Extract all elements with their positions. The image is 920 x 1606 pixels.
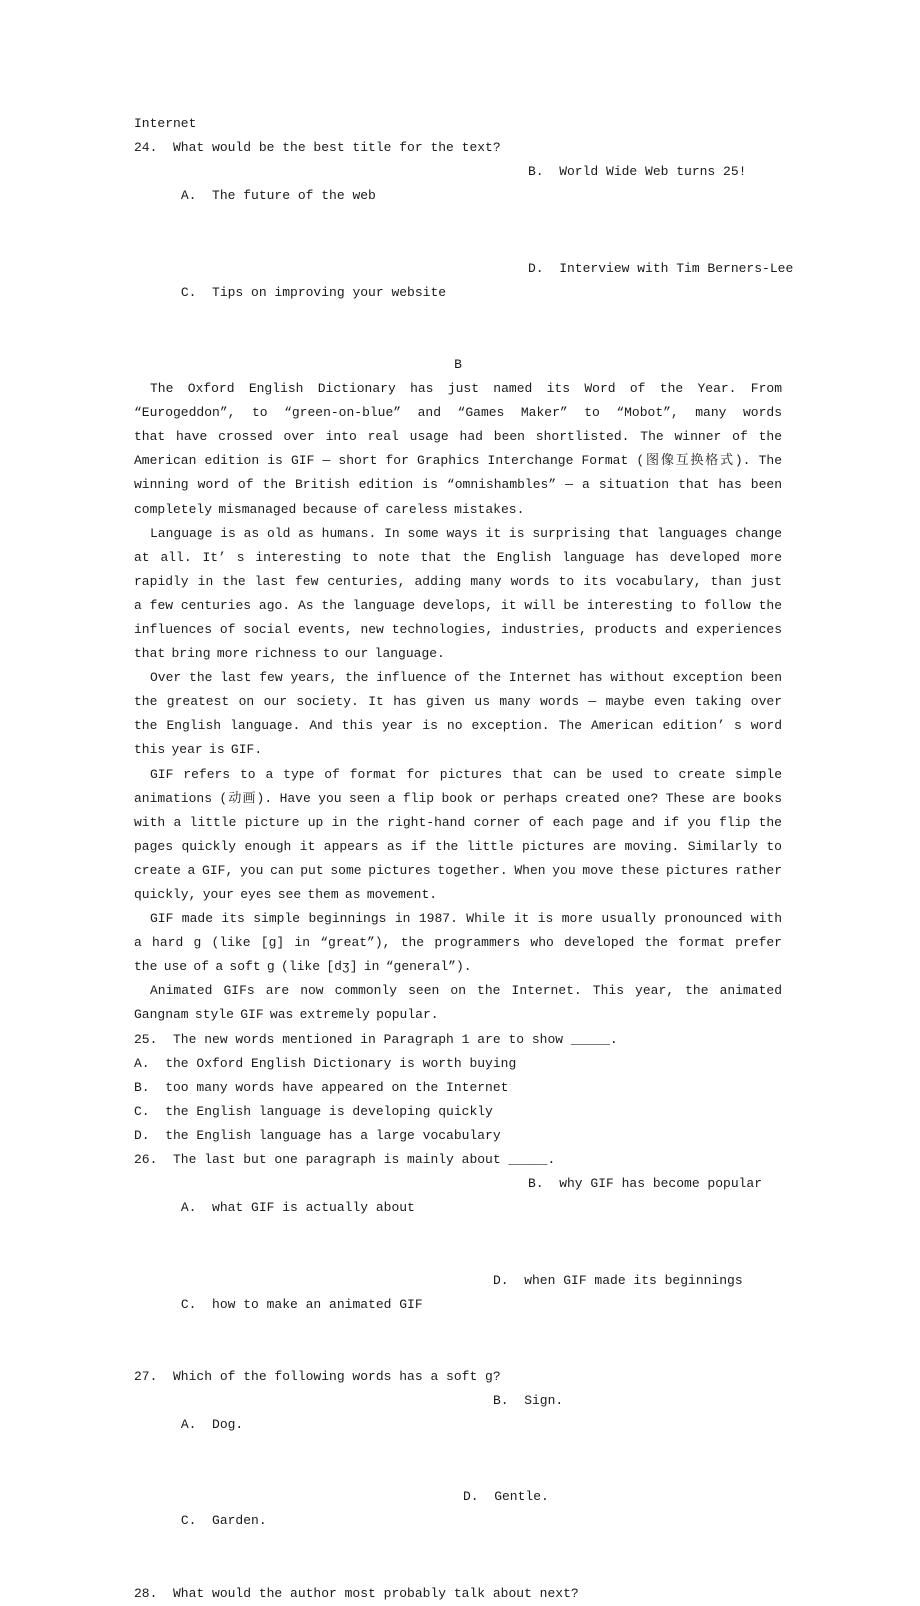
passage-line: pages quickly enough it appears as if the little pictures are moving. Similarly to bbox=[134, 838, 782, 854]
passage-paragraph-4 bbox=[134, 763, 782, 908]
question-25-option: A. the Oxford English Dictionary is worth buying bbox=[134, 1055, 517, 1071]
passage-line: a hard g (like [g] in “great”), the programmers who developed the format prefer bbox=[134, 935, 782, 951]
passage-line: Over the last few years, the influence of the Internet has without exception been bbox=[150, 670, 782, 686]
passage-line: GIF made its simple beginnings in 1987. While it is more usually pronounced with bbox=[150, 911, 782, 927]
passage-line: American edition is GIF — short for Graphics Interchange Format (图像互换格式). The bbox=[134, 453, 782, 469]
question-26-stem: 26. The last but one paragraph is mainly about _____. bbox=[134, 1152, 556, 1168]
passage-line: a few centuries ago. As the language develops, it will be interesting to follow the bbox=[134, 597, 782, 613]
question-26-option-a: A. what GIF is actually about bbox=[180, 1200, 415, 1216]
question-27-option-d: D. Gentle. bbox=[463, 1489, 549, 1505]
question-25-option: C. the English language is developing quickly bbox=[134, 1103, 493, 1119]
passage-line: that have crossed over into real usage had been shortlisted. The winner of the bbox=[134, 429, 782, 445]
passage-line: “Eurogeddon”, to “green-on-blue” and “Games Maker” to “Mobot”, many words bbox=[134, 405, 782, 421]
question-24-option-d: D. Interview with Tim Berners-Lee bbox=[528, 260, 794, 276]
passage-line: The Oxford English Dictionary has just named its Word of the Year. From bbox=[150, 381, 782, 397]
passage-line: this year is GIF. bbox=[134, 742, 263, 758]
question-25-option: B. too many words have appeared on the Internet bbox=[134, 1079, 509, 1095]
question-24-stem: 24. What would be the best title for the text? bbox=[134, 140, 501, 156]
passage-line: that bring more richness to our language. bbox=[134, 646, 445, 662]
passage-paragraph-2 bbox=[134, 522, 782, 667]
question-24-options-row-2 bbox=[134, 257, 794, 353]
question-26-option-c: C. how to make an animated GIF bbox=[180, 1296, 423, 1312]
passage-continuation-line: Internet bbox=[134, 116, 197, 131]
passage-line: rapidly in the last few centuries, adding many words to its vocabulary, than just bbox=[134, 573, 782, 589]
question-27-option-a: A. Dog. bbox=[180, 1417, 244, 1433]
question-27-options-row-1 bbox=[134, 1389, 782, 1485]
question-27-options-row-2 bbox=[134, 1485, 782, 1581]
passage-line: influences of social events, new technologies, industries, products and experiences bbox=[134, 621, 782, 637]
passage-line: create a GIF, you can put some pictures together. When you move these pictures rather bbox=[134, 862, 782, 878]
passage-line: GIF refers to a type of format for pictures that can be used to create simple bbox=[150, 766, 782, 782]
question-28-stem: 28. What would the author most probably talk about next? bbox=[134, 1585, 579, 1601]
passage-line: completely mismanaged because of careless mistakes. bbox=[134, 501, 525, 517]
passage-line: the English language. And this year is no exception. The American edition’ s word bbox=[134, 718, 782, 734]
passage-line: with a little picture up in the right-hand corner of each page and if you flip the bbox=[134, 814, 782, 830]
passage-paragraph-3 bbox=[134, 666, 782, 762]
section-b-heading: B bbox=[454, 356, 462, 372]
passage-line: Language is as old as humans. In some ways it is surprising that languages change bbox=[150, 525, 782, 541]
passage-paragraph-6 bbox=[134, 979, 782, 1027]
passage-line: Animated GIFs are now commonly seen on the Internet. This year, the animated bbox=[150, 983, 782, 999]
passage-line: the greatest on our society. It has given us many words — maybe even taking over bbox=[134, 694, 782, 710]
passage-line: at all. It’ s interesting to note that the English language has developed more bbox=[134, 549, 782, 565]
question-26-options-row-1 bbox=[134, 1172, 782, 1268]
question-24-options-row-1 bbox=[134, 160, 782, 256]
question-27-option-c: C. Garden. bbox=[180, 1513, 267, 1529]
question-26-option-d: D. when GIF made its beginnings bbox=[493, 1272, 743, 1288]
question-25-options bbox=[134, 1052, 782, 1148]
text-block bbox=[134, 112, 794, 1606]
passage-line: quickly, your eyes see them as movement. bbox=[134, 887, 438, 902]
question-24-option-b: B. World Wide Web turns 25! bbox=[528, 164, 747, 180]
question-25-option: D. the English language has a large vocabulary bbox=[134, 1127, 501, 1143]
question-24-option-a: A. The future of the web bbox=[180, 188, 376, 204]
passage-line: animations (动画). Have you seen a flip book or perhaps created one? These are books bbox=[134, 790, 782, 806]
question-27-option-b: B. Sign. bbox=[493, 1392, 564, 1408]
passage-line: winning word of the British edition is “omnishambles” — a situation that has been bbox=[134, 477, 782, 493]
passage-line: the use of a soft g (like [dʒ] in “general”). bbox=[134, 959, 472, 975]
question-26-options-row-2 bbox=[134, 1269, 782, 1365]
passage-paragraph-1 bbox=[134, 377, 782, 522]
question-24-option-c: C. Tips on improving your website bbox=[180, 284, 447, 300]
passage-paragraph-5 bbox=[134, 907, 782, 979]
question-26-option-b: B. why GIF has become popular bbox=[528, 1176, 763, 1192]
question-27-stem: 27. Which of the following words has a soft g? bbox=[134, 1368, 501, 1384]
passage-line: Gangnam style GIF was extremely popular. bbox=[134, 1007, 439, 1023]
question-25-stem: 25. The new words mentioned in Paragraph 1 are to show _____. bbox=[134, 1031, 618, 1047]
